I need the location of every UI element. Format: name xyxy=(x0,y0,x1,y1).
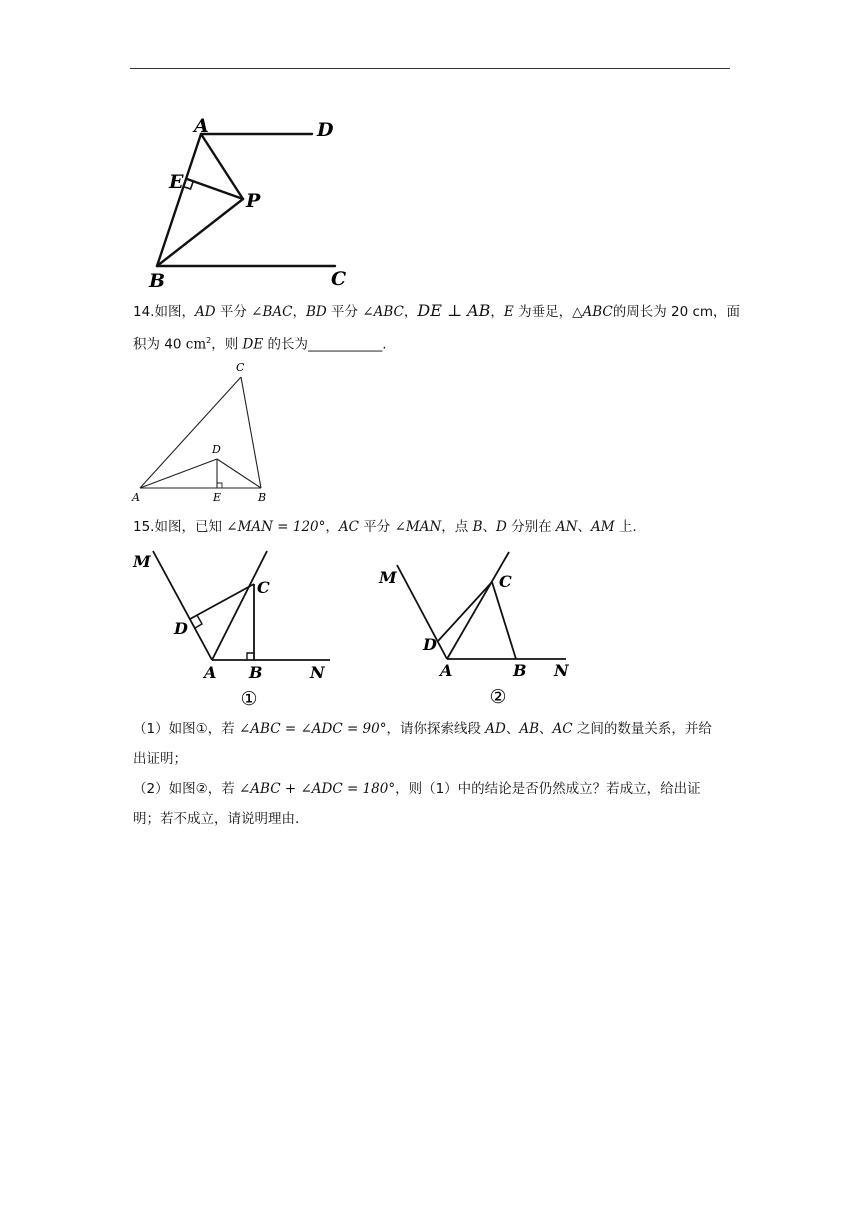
label-b: B xyxy=(149,270,166,292)
right-angle-mark-b xyxy=(247,653,254,660)
label-m: M xyxy=(133,552,151,571)
caption-1: ① xyxy=(240,688,258,710)
segment-cb xyxy=(492,582,516,659)
label-d: D xyxy=(212,443,221,456)
line-ap xyxy=(201,134,243,199)
label-b: B xyxy=(513,661,527,680)
segment-dc xyxy=(190,584,254,619)
label-d: D xyxy=(423,635,437,654)
side-bc xyxy=(241,377,261,488)
label-n: N xyxy=(310,663,325,682)
q15-part2-line1: （2）如图②，若 ∠ABC + ∠ADC = 180°，则（1）中的结论是否仍然成立？若成立，给出证 xyxy=(133,781,701,797)
q14-line2: 积为 40 $cm^2$，则 DE 的长为___________. xyxy=(133,336,387,353)
label-c: C xyxy=(331,268,347,290)
line-bd xyxy=(217,459,261,488)
label-a: A xyxy=(204,663,217,682)
label-a: A xyxy=(132,491,140,504)
answer-blank: ___________ xyxy=(308,336,383,353)
label-n: N xyxy=(554,661,569,680)
q15-figure-2 xyxy=(376,548,586,708)
label-e: E xyxy=(213,491,222,504)
q15-stem: 15.如图，已知 ∠MAN = 120°，AC 平分 ∠MAN，点 B、D 分别在 AN、AM 上. xyxy=(133,519,637,535)
header-rule xyxy=(130,68,730,69)
q15-figure-1 xyxy=(130,548,350,708)
label-a: A xyxy=(194,115,209,137)
right-angle-mark xyxy=(217,483,222,488)
line-ad xyxy=(140,459,217,488)
label-c: C xyxy=(236,361,245,374)
right-angle-mark-d xyxy=(195,615,202,628)
label-c: C xyxy=(499,572,512,591)
segment-dc xyxy=(438,582,492,641)
ray-ac xyxy=(212,551,267,660)
ray-am xyxy=(397,565,447,659)
ray-am xyxy=(153,551,212,660)
label-b: B xyxy=(258,491,267,504)
label-e: E xyxy=(169,171,184,193)
label-p: P xyxy=(246,190,261,212)
label-c: C xyxy=(257,578,270,597)
q13-figure xyxy=(140,112,360,292)
label-d: D xyxy=(174,619,188,638)
line-ep xyxy=(187,179,243,199)
label-b: B xyxy=(249,663,263,682)
q15-part2-line2: 明；若不成立，请说明理由. xyxy=(133,811,300,827)
label-a: A xyxy=(440,661,453,680)
q14-line1: 14.如图，AD 平分 ∠BAC，BD 平分 ∠ABC，DE ⊥ AB，E 为垂足，△ABC的周长为 20 cm，面 xyxy=(133,301,741,320)
line-ab xyxy=(157,134,201,266)
side-ac xyxy=(140,377,241,488)
q15-part1-line2: 出证明； xyxy=(133,751,187,767)
label-d: D xyxy=(317,119,334,141)
caption-2: ② xyxy=(489,686,507,708)
q15-part1-line1: （1）如图①，若 ∠ABC = ∠ADC = 90°，请你探索线段 AD、AB、AC 之间的数量关系，并给 xyxy=(133,721,712,737)
line-bp xyxy=(157,199,243,266)
q14-figure xyxy=(128,358,278,508)
label-m: M xyxy=(379,568,397,587)
